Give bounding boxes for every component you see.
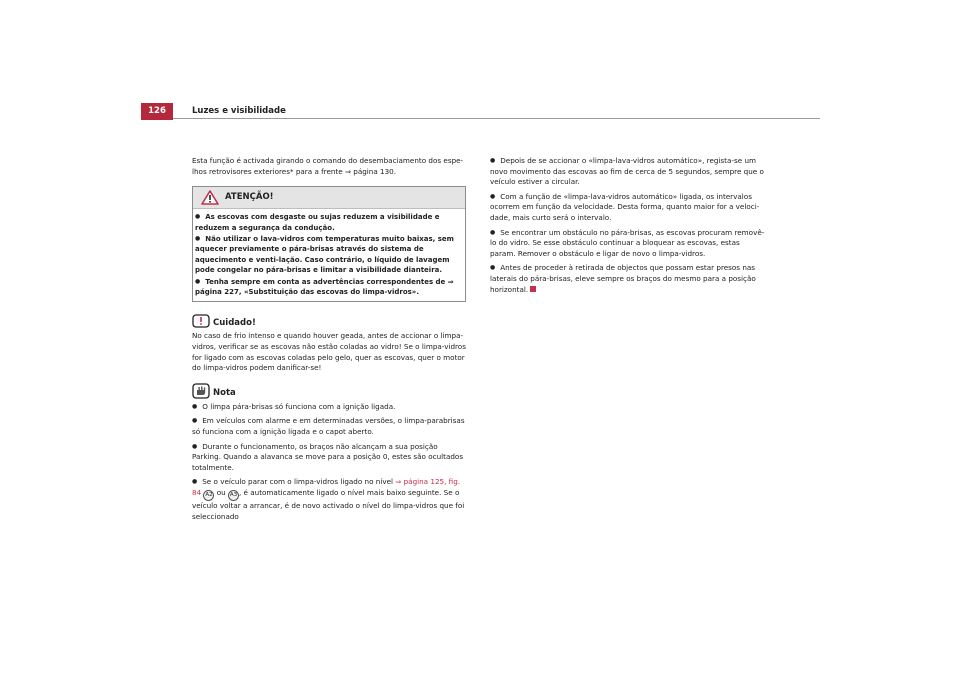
right-item: ● Depois de se accionar o «limpa-lava-vidros automático», regista-se um novo movimento das escovas ao fim de cerca de 5 segundos, sempre que o veículo estiver a circular. (490, 156, 766, 188)
right-item: ● Se encontrar um obstáculo no pára-brisas, as escovas procuram removê-lo do vidro. Se esse obstáculo continuar a bloquear as escovas, estas param. Remover o obstáculo e ligar de novo o limpa-vidros. (490, 228, 766, 260)
chapter-title: Luzes e visibilidade (192, 106, 286, 116)
exclamation-icon (192, 314, 210, 328)
warning-title: ATENÇÃO! (225, 192, 274, 203)
position-badge-a3: A3 (228, 490, 239, 501)
right-item: ● Com a função de «limpa-lava-vidros automático» ligada, os intervalos ocorrem em função da velocidade. Desta forma, quanto maior for a veloci-dade, mais curto será o intervalo. (490, 192, 766, 224)
warning-box (192, 186, 466, 302)
warning-header (193, 187, 465, 209)
page-number: 126 (141, 103, 173, 120)
warning-item: ● Não utilizar o lava-vidros com temperaturas muito baixas, sem aquecer previamente o pára-brisas através do sistema de aquecimento e venti-lação. Caso contrário, o líquido de lavagem pode congelar no pára-brisas e limitar a visibilidade dianteira. (195, 234, 460, 276)
note-item-last (192, 477, 466, 522)
caution-text: No caso de frio intenso e quando houver geada, antes de accionar o limpa-vidros, verificar se as escovas não estão coladas ao vidro! Se o limpa-vidros for ligado com as escovas coladas pelo gelo, quer as escovas, quer o motor do limpa-vidros podem danificar-se! (192, 331, 466, 373)
note-text-part: Se o veículo parar com o limpa-vidros ligado no nível (202, 477, 396, 487)
section-end-marker (530, 286, 536, 292)
right-item-last (490, 263, 766, 295)
left-column (192, 156, 466, 526)
note-item: ● Em veículos com alarme e em determinadas versões, o limpa-parabrisas só funciona com a ignição ligada e o capot aberto. (192, 416, 466, 437)
note-hand-icon (192, 383, 210, 399)
note-item: ● Durante o funcionamento, os braços não alcançam a sua posição Parking. Quando a alavanca se move para a posição 0, estes são ocultados totalmente. (192, 442, 466, 474)
note-text-part: , é automaticamente ligado o nível mais baixo seguinte. Se o veículo voltar a arrancar, é de novo activado o nível do limpa-vidros que foi seleccionado (192, 487, 465, 521)
warning-item: ● Tenha sempre em conta as advertências correspondentes de ⇒ página 227, «Substituição das escovas do limpa-vidros». (195, 277, 460, 298)
caution-title: Cuidado! (213, 317, 256, 328)
figure-link[interactable]: ⇒ página 125, fig. 84 (192, 477, 461, 497)
warning-triangle-icon (201, 190, 219, 205)
header-divider (173, 118, 820, 119)
note-header (192, 383, 466, 399)
caution-header (192, 314, 466, 328)
warning-body (193, 209, 465, 297)
note-item: ● O limpa pára-brisas só funciona com a ignição ligada. (192, 402, 466, 413)
right-column (490, 156, 766, 299)
note-title: Nota (213, 388, 236, 399)
note-text-part: ou (214, 487, 228, 497)
position-badge-a2: A2 (203, 490, 214, 501)
warning-item: ● As escovas com desgaste ou sujas reduzem a visibilidade e reduzem a segurança da condução. (195, 212, 460, 233)
intro-paragraph: Esta função é activada girando o comando do desembaciamento dos espe-lhos retrovisores exteriores* para a frente ⇒ página 130. (192, 156, 464, 176)
right-item-text: Antes de proceder à retirada de objectos que possam estar presos nas laterais do pára-brisas, eleve sempre os braços do mesmo para a posição horizontal. (490, 263, 756, 294)
